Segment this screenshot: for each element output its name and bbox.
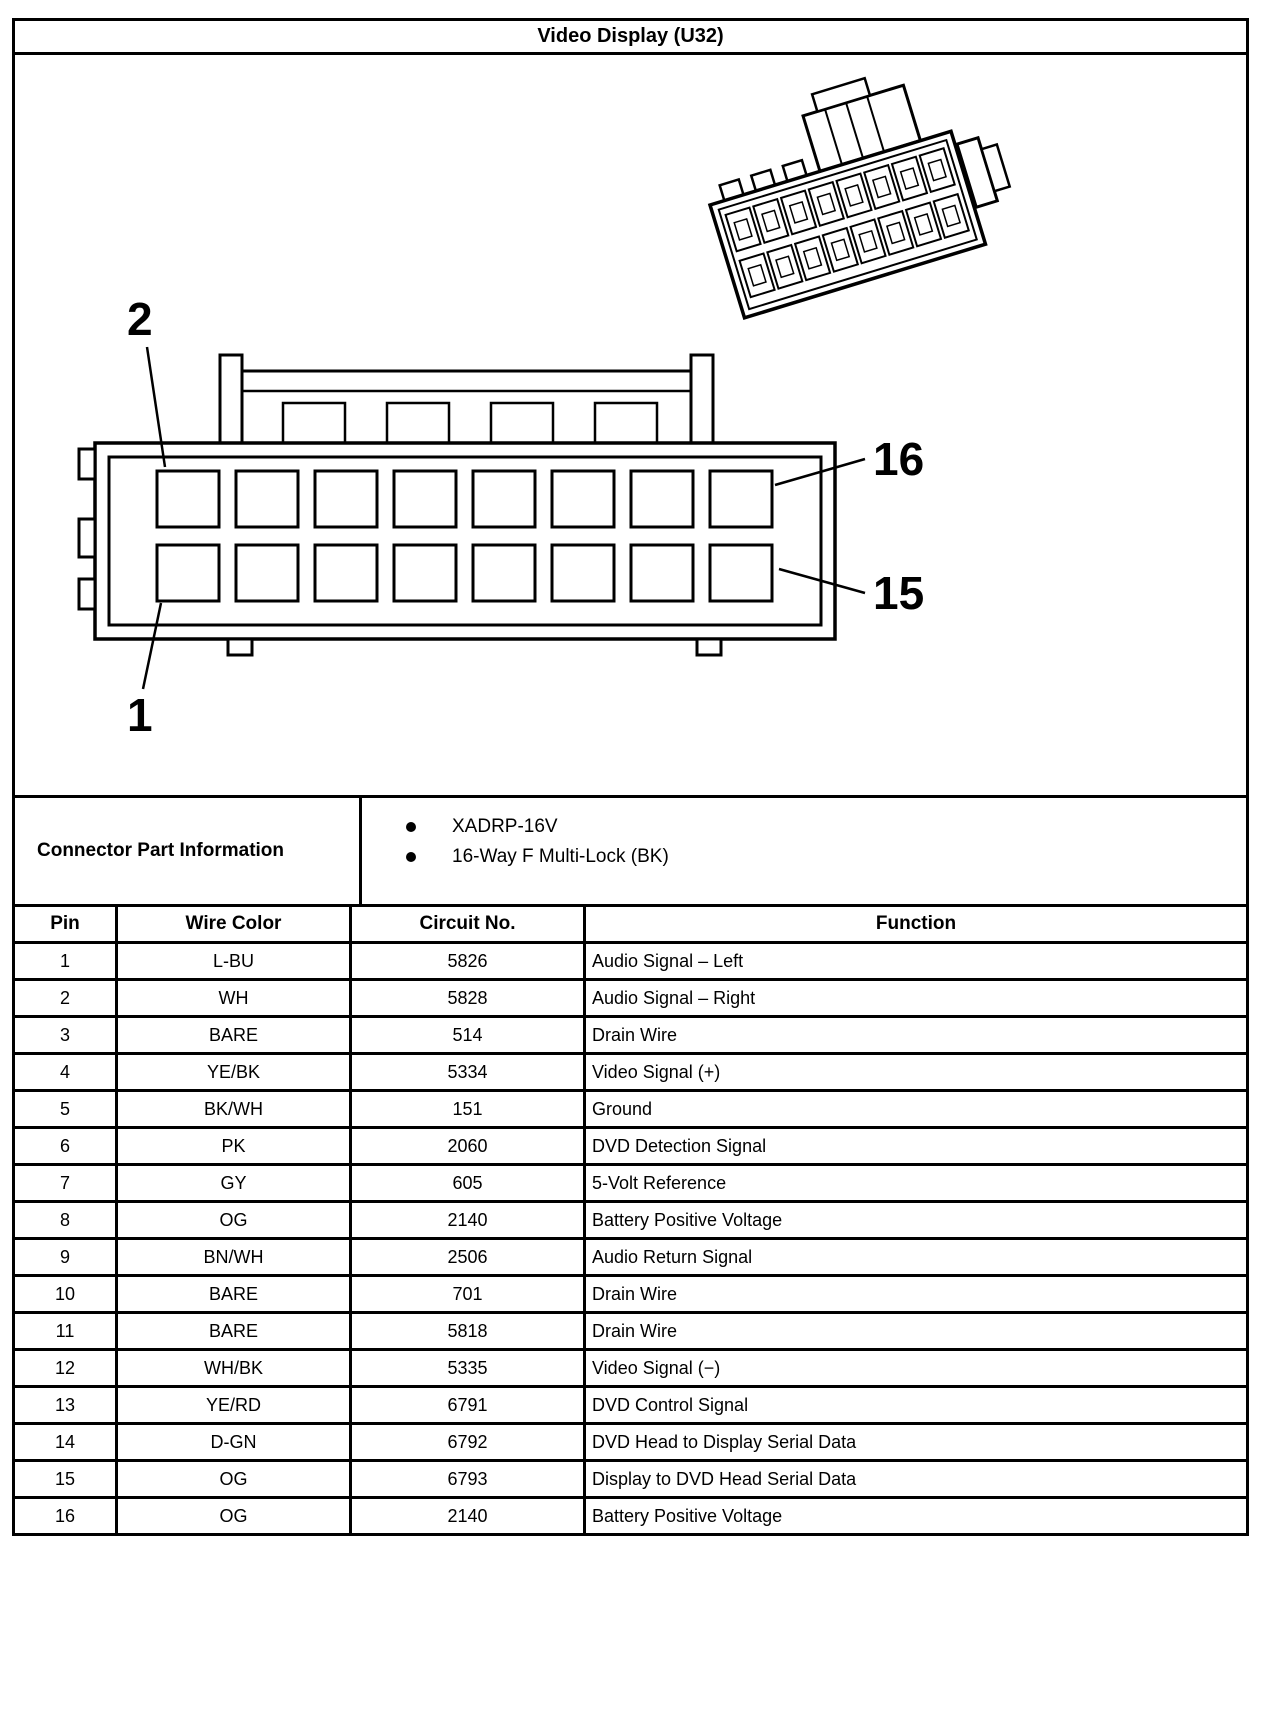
cell-pin: 4 <box>14 1054 117 1091</box>
pin-cavity <box>552 471 614 527</box>
cell-pin: 6 <box>14 1128 117 1165</box>
cell-wire_color: OG <box>117 1498 351 1535</box>
pinout-table-body <box>14 943 1248 1535</box>
pin-cavity <box>157 471 219 527</box>
pin-cavity <box>552 545 614 601</box>
pin-label-16: 16 <box>873 433 925 485</box>
rail-slot <box>283 403 345 443</box>
table-row <box>14 1313 1248 1350</box>
cell-wire_color: PK <box>117 1128 351 1165</box>
cell-wire_color: GY <box>117 1165 351 1202</box>
part-info-line <box>406 842 1246 872</box>
connector-part-info <box>12 795 1249 907</box>
cell-pin: 9 <box>14 1239 117 1276</box>
cell-circuit_no: 2060 <box>351 1128 585 1165</box>
rail-slot <box>387 403 449 443</box>
pin-cavity <box>157 545 219 601</box>
pin-cavity <box>315 471 377 527</box>
pin-cavity <box>394 545 456 601</box>
connector-type: 16-Way F Multi-Lock (BK) <box>452 846 669 867</box>
cell-pin: 16 <box>14 1498 117 1535</box>
pin-label-1: 1 <box>127 689 153 741</box>
header-wire-color: Wire Color <box>117 906 351 943</box>
pin-cavity <box>236 545 298 601</box>
cell-wire_color: BK/WH <box>117 1091 351 1128</box>
cell-function: Video Signal (−) <box>585 1350 1248 1387</box>
cell-circuit_no: 6792 <box>351 1424 585 1461</box>
cell-wire_color: YE/BK <box>117 1054 351 1091</box>
cell-pin: 2 <box>14 980 117 1017</box>
table-row <box>14 1239 1248 1276</box>
cell-function: Drain Wire <box>585 1276 1248 1313</box>
table-row <box>14 1387 1248 1424</box>
cell-function: Drain Wire <box>585 1313 1248 1350</box>
cell-function: 5-Volt Reference <box>585 1165 1248 1202</box>
cell-pin: 3 <box>14 1017 117 1054</box>
table-header-row <box>14 906 1248 943</box>
cell-circuit_no: 5828 <box>351 980 585 1017</box>
table-row <box>14 1017 1248 1054</box>
table-row <box>14 943 1248 980</box>
table-row <box>14 1165 1248 1202</box>
cell-circuit_no: 5334 <box>351 1054 585 1091</box>
cell-function: Audio Signal – Right <box>585 980 1248 1017</box>
cell-wire_color: L-BU <box>117 943 351 980</box>
title-bar <box>12 18 1249 55</box>
cell-wire_color: YE/RD <box>117 1387 351 1424</box>
key-bump <box>79 579 95 609</box>
connector-isometric-view <box>688 55 1024 318</box>
cell-function: Display to DVD Head Serial Data <box>585 1461 1248 1498</box>
part-info-label: Connector Part Information <box>37 840 285 861</box>
cell-function: DVD Detection Signal <box>585 1128 1248 1165</box>
cell-wire_color: BARE <box>117 1313 351 1350</box>
cell-circuit_no: 6793 <box>351 1461 585 1498</box>
key-bump <box>79 519 95 557</box>
key-bump <box>79 449 95 479</box>
table-row <box>14 1128 1248 1165</box>
part-number: XADRP-16V <box>452 816 558 837</box>
table-row <box>14 1054 1248 1091</box>
cell-circuit_no: 5826 <box>351 943 585 980</box>
bullet-icon <box>406 852 416 862</box>
cell-function: Video Signal (+) <box>585 1054 1248 1091</box>
bullet-icon <box>406 822 416 832</box>
cell-wire_color: WH/BK <box>117 1350 351 1387</box>
cell-wire_color: OG <box>117 1461 351 1498</box>
cell-function: Audio Signal – Left <box>585 943 1248 980</box>
header-circuit-no: Circuit No. <box>351 906 585 943</box>
table-row <box>14 1461 1248 1498</box>
cell-pin: 12 <box>14 1350 117 1387</box>
cell-function: DVD Head to Display Serial Data <box>585 1424 1248 1461</box>
cell-circuit_no: 701 <box>351 1276 585 1313</box>
bottom-tab <box>697 639 721 655</box>
connector-front-view <box>79 355 835 655</box>
pin-cavity <box>710 471 772 527</box>
pin-cavity <box>236 471 298 527</box>
cell-pin: 7 <box>14 1165 117 1202</box>
cell-circuit_no: 151 <box>351 1091 585 1128</box>
connector-diagram <box>15 55 1246 795</box>
cell-function: Audio Return Signal <box>585 1239 1248 1276</box>
table-row <box>14 1202 1248 1239</box>
table-row <box>14 1498 1248 1535</box>
bottom-tab <box>228 639 252 655</box>
table-row <box>14 1091 1248 1128</box>
cell-circuit_no: 605 <box>351 1165 585 1202</box>
cell-pin: 10 <box>14 1276 117 1313</box>
cell-function: Drain Wire <box>585 1017 1248 1054</box>
table-row <box>14 1424 1248 1461</box>
part-info-line <box>406 812 1246 842</box>
table-row <box>14 1350 1248 1387</box>
cell-wire_color: OG <box>117 1202 351 1239</box>
rail-post-left <box>220 355 242 443</box>
cell-circuit_no: 514 <box>351 1017 585 1054</box>
cell-function: Battery Positive Voltage <box>585 1498 1248 1535</box>
pin-cavity <box>473 471 535 527</box>
cell-circuit_no: 5818 <box>351 1313 585 1350</box>
cell-circuit_no: 2506 <box>351 1239 585 1276</box>
cell-wire_color: D-GN <box>117 1424 351 1461</box>
pin-cavity <box>315 545 377 601</box>
pin-cavity <box>710 545 772 601</box>
cell-function: DVD Control Signal <box>585 1387 1248 1424</box>
cell-pin: 1 <box>14 943 117 980</box>
cell-wire_color: BN/WH <box>117 1239 351 1276</box>
pin-label-2: 2 <box>127 293 153 345</box>
cell-wire_color: WH <box>117 980 351 1017</box>
pin-cavity <box>473 545 535 601</box>
cell-pin: 11 <box>14 1313 117 1350</box>
cell-pin: 5 <box>14 1091 117 1128</box>
cell-circuit_no: 2140 <box>351 1202 585 1239</box>
cell-function: Battery Positive Voltage <box>585 1202 1248 1239</box>
part-info-details-cell <box>362 798 1246 904</box>
cell-function: Ground <box>585 1091 1248 1128</box>
header-function: Function <box>585 906 1248 943</box>
pin-label-15: 15 <box>873 567 925 619</box>
part-info-label-cell <box>15 798 362 904</box>
cell-pin: 13 <box>14 1387 117 1424</box>
rail-post-right <box>691 355 713 443</box>
cell-pin: 14 <box>14 1424 117 1461</box>
pin-cavity <box>631 545 693 601</box>
table-row <box>14 980 1248 1017</box>
pin-cavity <box>631 471 693 527</box>
cell-circuit_no: 6791 <box>351 1387 585 1424</box>
cell-circuit_no: 2140 <box>351 1498 585 1535</box>
rail-slot <box>595 403 657 443</box>
page-title: Video Display (U32) <box>537 25 724 47</box>
cell-wire_color: BARE <box>117 1017 351 1054</box>
cell-pin: 8 <box>14 1202 117 1239</box>
cell-circuit_no: 5335 <box>351 1350 585 1387</box>
table-row <box>14 1276 1248 1313</box>
rail-slot <box>491 403 553 443</box>
cell-wire_color: BARE <box>117 1276 351 1313</box>
header-pin: Pin <box>14 906 117 943</box>
connector-diagram-panel <box>12 52 1249 798</box>
pinout-table <box>12 904 1249 1536</box>
pin-cavity <box>394 471 456 527</box>
cell-pin: 15 <box>14 1461 117 1498</box>
